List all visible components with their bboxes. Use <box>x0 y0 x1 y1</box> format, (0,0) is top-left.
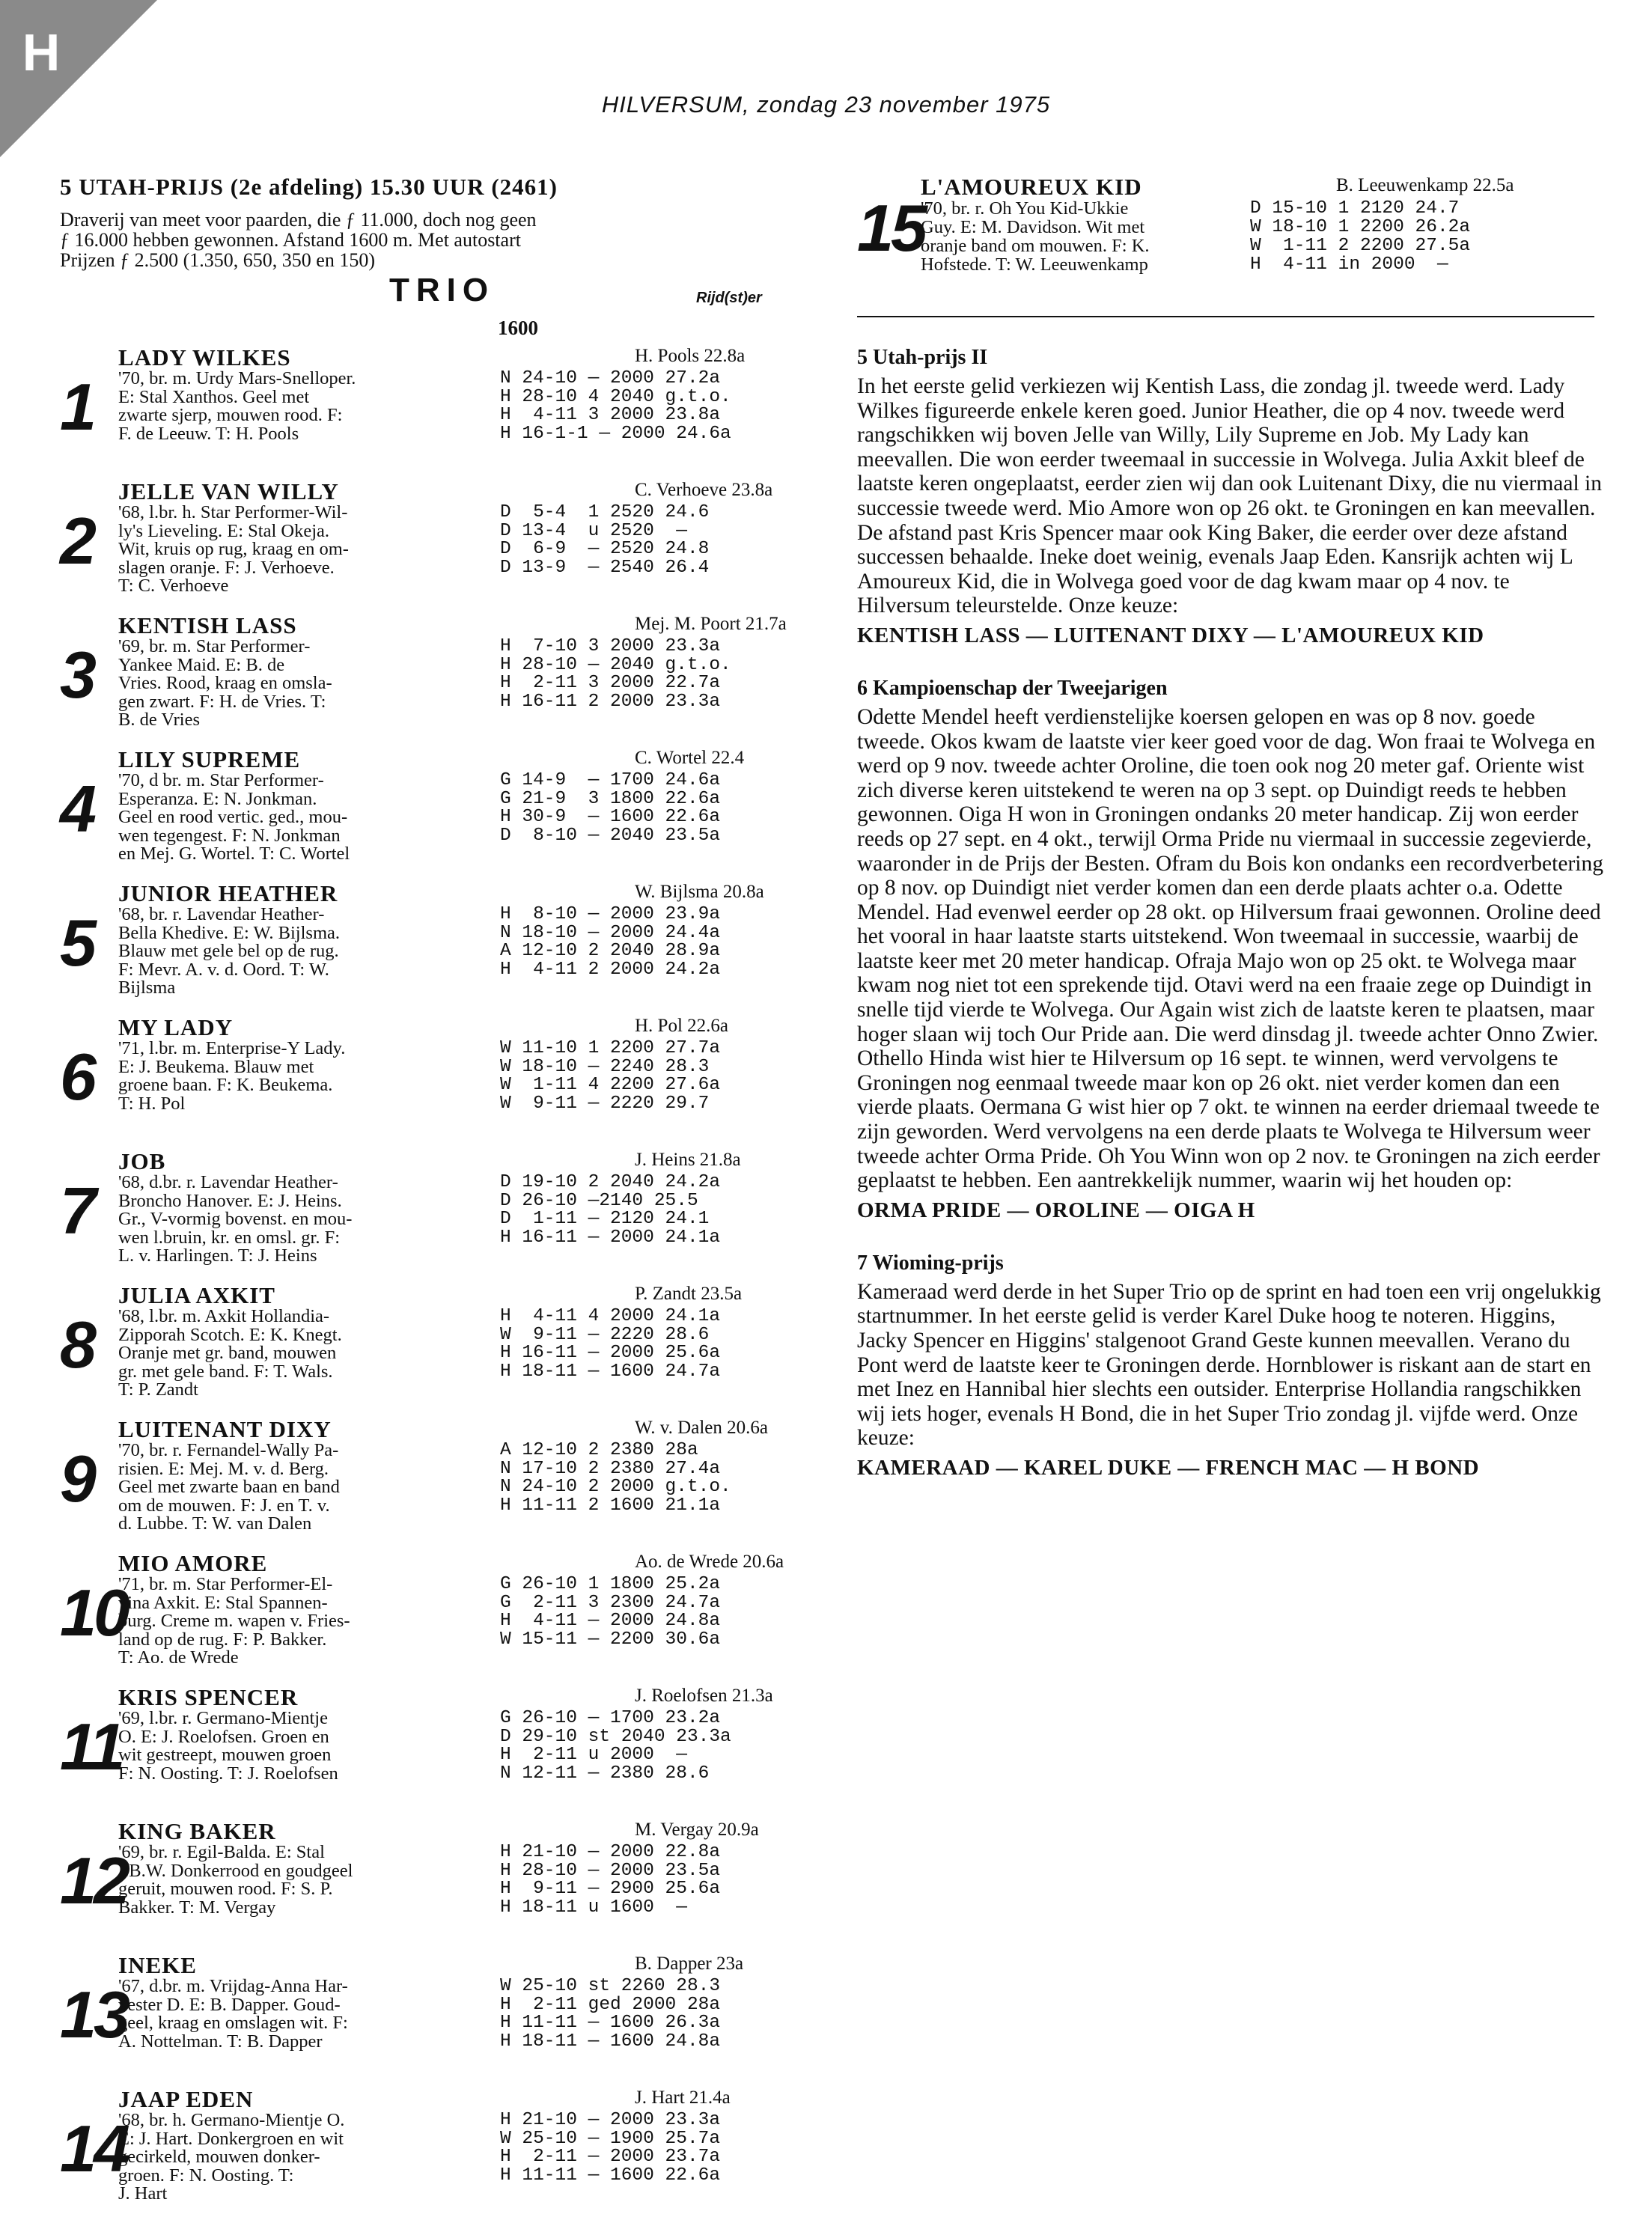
horse-header <box>118 1282 823 1308</box>
description-line: risien. E: Mej. M. v. d. Berg. <box>118 1458 329 1479</box>
horse-entry <box>60 478 823 612</box>
horse-number: 2 <box>60 504 94 578</box>
horse-header <box>118 1416 823 1442</box>
section-pick: KAMERAAD — KAREL DUKE — FRENCH MAC — H BOND <box>857 1455 1480 1480</box>
description-line: Hofstede. T: W. Leeuwenkamp <box>921 254 1148 275</box>
commentary-column <box>857 174 1606 1480</box>
description-line: geruit, mouwen rood. F: S. P. <box>118 1879 333 1899</box>
start-result: A 12-10 2 2040 28.9a <box>500 941 721 961</box>
horse-driver: P. Zandt 23.5a <box>635 1284 743 1304</box>
horse-name: MIO AMORE <box>118 1550 268 1576</box>
section-pick: KENTISH LASS — LUITENANT DIXY — L'AMOUREUX KID <box>857 623 1484 647</box>
description-line: vina Axkit. E: Stal Spannen- <box>118 1592 328 1613</box>
description-line: T: H. Pol <box>118 1093 186 1114</box>
start-result: H 28-10 — 2000 23.5a <box>500 1860 721 1881</box>
horse-header <box>118 1550 823 1576</box>
section-title: 6 Kampioenschap der Tweejarigen <box>857 676 1168 700</box>
start-result: H 11-11 2 1600 21.1a <box>500 1495 721 1516</box>
horse-recent-starts <box>500 1040 720 1113</box>
horse-header <box>118 746 823 772</box>
horse-name: JOB <box>118 1148 166 1174</box>
description-line: '68, l.br. m. Axkit Hollandia- <box>118 1306 330 1326</box>
start-result: W 9-11 — 2220 29.7 <box>500 1093 710 1114</box>
start-result: D 13-9 — 2540 26.4 <box>500 557 710 578</box>
start-result: H 11-11 — 1600 22.6a <box>500 2165 721 2186</box>
start-result: N 24-10 2 2000 g.t.o. <box>500 1477 731 1497</box>
horse-details <box>118 772 823 864</box>
start-result: W 9-11 — 2220 28.6 <box>500 1324 710 1345</box>
description-line: Bella Khedive. E: W. Bijlsma. <box>118 922 341 943</box>
race-card-column <box>60 174 823 2220</box>
description-line: Oranje met gr. band, mouwen <box>118 1343 337 1363</box>
description-line: gecirkeld, mouwen donker- <box>118 2147 320 2167</box>
start-result: H 21-10 — 2000 23.3a <box>500 2110 721 2130</box>
description-line: Wit, kruis op rug, kraag en om- <box>118 539 349 559</box>
horse-description <box>118 2111 500 2204</box>
description-line: '69, br. m. Star Performer- <box>118 636 311 656</box>
horse-entry <box>60 1818 823 1952</box>
start-result: H 2-11 u 2000 — <box>500 1745 687 1765</box>
section-title: 7 Wioming-prijs <box>857 1251 1004 1275</box>
horse-driver: W. v. Dalen 20.6a <box>635 1418 768 1438</box>
start-result: H 4-11 in 2000 — <box>1250 254 1448 275</box>
horse-driver: M. Vergay 20.9a <box>635 1820 759 1840</box>
description-line: '70, br. m. Urdy Mars-Snelloper. <box>118 368 356 388</box>
horse-description <box>118 370 500 443</box>
horse-entry <box>60 1684 823 1818</box>
description-line: '68, br. h. Germano-Mientje O. <box>118 2110 345 2130</box>
description-line: T: C. Verhoeve <box>118 576 229 596</box>
start-result: H 4-11 2 2000 24.2a <box>500 959 721 980</box>
description-line: groen. F: N. Oosting. T: <box>118 2165 294 2186</box>
horse-recent-starts <box>500 2111 720 2204</box>
section-pick: ORMA PRIDE — OROLINE — OIGA H <box>857 1198 1255 1222</box>
horse-details <box>118 370 823 443</box>
start-result: H 18-11 — 1600 24.8a <box>500 2031 721 2052</box>
horse-entry <box>60 880 823 1014</box>
horse-number: 8 <box>60 1308 94 1382</box>
start-result: D 29-10 st 2040 23.3a <box>500 1726 731 1747</box>
horse-driver: Mej. M. Poort 21.7a <box>635 614 787 634</box>
horse-details <box>118 638 823 730</box>
description-line: Geel met zwarte baan en band <box>118 1477 340 1497</box>
section-text: Odette Mendel heeft verdienstelijke koersen gelopen en was op 8 nov. goede tweede. Okos kwam de laatste vier keer goed voor de dag. Won fraai te Wolvega en werd op 9 nov. tweede achter Oroline, die toen ook nog 20 meter gaf. Oriente wist zich diverse keren uitstekend te weren na op 3 sept. op Duindigt reeds te hebben gewonnen. Oiga H won in Groningen ondanks 20 meter handicap. Zij won eerder reeds op 27 sept. en 4 okt., terwijl Orma Pride nu viermaal in successie zegevierde, waaronder in de Prijs der Besten. Ofram du Bois kon ondanks een recordverbetering op 8 nov. op Duindigt niet verder komen dan een derde plaats achter o.a. Odette Mendel. Had evenwel eerder op 28 okt. op Hilversum fraai gewonnen. Oroline deed het vooral in haar laatste starts uitstekend. Won tweemaal in successie, waarbij de laatste keer met 20 meter handicap. Ofraja Majo won op 25 okt. te Wolvega maar kwam nog niet tot een sprekende tijd. Otavi werd na een fraaie zege op Duindigt in snelle tijd vierde te Wolvega. Our Again wist zich de laatste keren te plaatsen, maar hoger slaan wij toch Our Pride aan. Die werd dinsdag jl. tweede achter Onno Zwier. Othello Hinda wist hier te Hilversum op 16 sept. te winnen, werd vervolgens te Groningen nog eenmaal tweede maar kon op 26 okt. niet verder komen dan een vierde plaats. Oermana G wist hier op 7 okt. te winnen na eerder driemaal tweede te zijn geworden. Werd vervolgens na een derde plaats te Wolvega te Hilversum weer tweede achter Orma Pride. Oh You Winn won op 2 nov. te Groningen na zich eerder geplaatst te hebben. Een aantrekkelijk nummer, waarin wij het houden op: <box>857 704 1603 1193</box>
start-result: H 16-11 — 2000 25.6a <box>500 1343 721 1363</box>
start-result: D 15-10 1 2120 24.7 <box>1250 198 1460 219</box>
horse-entry <box>60 1014 823 1148</box>
description-line: gr. met gele band. F: T. Wals. <box>118 1361 333 1382</box>
horse-driver: C. Wortel 22.4 <box>635 748 745 768</box>
horse-details <box>118 1576 823 1668</box>
start-result: W 25-10 st 2260 28.3 <box>500 1976 721 1996</box>
horse-number: 7 <box>60 1174 94 1248</box>
horse-header <box>118 1014 823 1040</box>
description-line: T: Ao. de Wrede <box>118 1647 239 1668</box>
description-line: Broncho Hanover. E: J. Heins. <box>118 1190 342 1211</box>
horse-name: LUITENANT DIXY <box>118 1416 332 1442</box>
description-line: E: Stal Xanthos. Geel met <box>118 386 310 407</box>
start-result: H 28-10 — 2040 g.t.o. <box>500 654 731 675</box>
section-title: 5 Utah-prijs II <box>857 346 988 369</box>
horse-recent-starts <box>500 370 731 443</box>
description-line: L. v. Harlingen. T: J. Heins <box>118 1245 317 1266</box>
description-line: Guy. E: M. Davidson. Wit met <box>921 217 1145 237</box>
description-line: Yankee Maid. E: B. de <box>118 654 285 675</box>
horse-header <box>118 1952 823 1977</box>
tip-section <box>857 1251 1606 1480</box>
horse-recent-starts <box>1250 199 1470 274</box>
description-line: I.B.W. Donkerrood en goudgeel <box>118 1860 353 1881</box>
description-line: O. E: J. Roelofsen. Groen en <box>118 1726 329 1747</box>
start-result: N 18-10 — 2000 24.4a <box>500 922 721 943</box>
horse-details <box>921 199 1470 274</box>
horse-name: KING BAKER <box>118 1818 276 1844</box>
horse-number: 13 <box>60 1977 127 2052</box>
horse-description <box>118 1442 500 1534</box>
horse-entry <box>60 1416 823 1550</box>
description-line: Esperanza. E: N. Jonkman. <box>118 788 317 809</box>
description-line: en Mej. G. Wortel. T: C. Wortel <box>118 844 350 864</box>
start-result: D 8-10 — 2040 23.5a <box>500 825 721 846</box>
horse-description <box>118 504 500 596</box>
horse-name: JUNIOR HEATHER <box>118 880 338 906</box>
description-line: Zipporah Scotch. E: K. Knegt. <box>118 1324 342 1345</box>
start-result: N 24-10 — 2000 27.2a <box>500 368 721 388</box>
description-line: geel, kraag en omslagen wit. F: <box>118 2013 348 2033</box>
horse-entry <box>60 746 823 880</box>
start-result: H 2-11 — 2000 23.7a <box>500 2147 721 2167</box>
start-result: W 1-11 2 2200 27.5a <box>1250 236 1471 256</box>
horse-name: L'AMOUREUX KID <box>921 174 1142 200</box>
horse-recent-starts <box>500 772 720 864</box>
horse-description <box>921 199 1250 274</box>
horse-name: INEKE <box>118 1952 197 1978</box>
start-result: G 2-11 3 2300 24.7a <box>500 1592 721 1613</box>
description-line: E: J. Beukema. Blauw met <box>118 1056 314 1077</box>
description-line: oranje band om mouwen. F: K. <box>921 236 1150 256</box>
start-result: D 1-11 — 2120 24.1 <box>500 1209 710 1229</box>
horse-header <box>118 880 823 906</box>
start-result: N 12-11 — 2380 28.6 <box>500 1763 710 1784</box>
horse-driver: H. Pol 22.6a <box>635 1016 728 1036</box>
description-line: Blauw met gele bel op de rug. <box>118 941 339 961</box>
horse-description <box>118 1308 500 1400</box>
horse-name: JAAP EDEN <box>118 2086 254 2112</box>
horse-number: 9 <box>60 1442 94 1516</box>
start-result: H 2-11 ged 2000 28a <box>500 1994 721 2015</box>
horse-details <box>118 1710 823 1783</box>
horse-header <box>118 1148 823 1174</box>
description-line: '70, br. r. Fernandel-Wally Pa- <box>118 1440 339 1460</box>
horse-name: JULIA AXKIT <box>118 1282 275 1308</box>
horse-name: MY LADY <box>118 1014 234 1040</box>
start-result: H 7-10 3 2000 23.3a <box>500 636 721 656</box>
start-result: W 18-10 1 2200 26.2a <box>1250 217 1471 237</box>
trio-row <box>60 270 823 317</box>
horse-driver: C. Verhoeve 23.8a <box>635 480 773 500</box>
horse-name: KRIS SPENCER <box>118 1684 299 1710</box>
description-line: '71, l.br. m. Enterprise-Y Lady. <box>118 1038 346 1058</box>
description-line: T: P. Zandt <box>118 1379 198 1400</box>
race-title: 5 UTAH-PRIJS (2e afdeling) 15.30 UUR (2461) <box>60 174 558 200</box>
start-result: N 17-10 2 2380 27.4a <box>500 1458 721 1479</box>
description-line: wit gestreept, mouwen groen <box>118 1745 332 1765</box>
horse-driver: J. Roelofsen 21.3a <box>635 1686 773 1706</box>
description-line: F. de Leeuw. T: H. Pools <box>118 423 299 444</box>
horse-entry <box>60 2086 823 2220</box>
horse-number: 14 <box>60 2111 127 2186</box>
horse-number: 10 <box>60 1576 127 1650</box>
horse-description <box>118 638 500 730</box>
horse-recent-starts <box>500 1442 731 1534</box>
description-line: '70, d br. m. Star Performer- <box>118 770 324 790</box>
description-line: '70, br. r. Oh You Kid-Ukkie <box>921 198 1129 219</box>
description-line: om de mouwen. F: J. en T. v. <box>118 1495 330 1516</box>
horse-driver: J. Heins 21.8a <box>635 1150 741 1170</box>
horse-description <box>118 1040 500 1113</box>
horse-driver: W. Bijlsma 20.8a <box>635 882 764 902</box>
start-result: W 15-11 — 2200 30.6a <box>500 1629 721 1650</box>
horse-entry <box>60 612 823 746</box>
start-result: G 21-9 3 1800 22.6a <box>500 788 721 809</box>
description-line: Bijlsma <box>118 978 176 998</box>
description-line: ly's Lieveling. E: Stal Okeja. <box>118 520 330 541</box>
description-line: '68, br. r. Lavendar Heather- <box>118 904 325 924</box>
horse-header <box>118 2086 823 2111</box>
horse-number: 6 <box>60 1040 94 1114</box>
horse-header <box>118 1818 823 1844</box>
horse-description <box>118 1977 500 2051</box>
start-result: D 19-10 2 2040 24.2a <box>500 1172 721 1192</box>
horse-recent-starts <box>500 1308 720 1400</box>
horse-recent-starts <box>500 1174 720 1266</box>
description-line: Gr., V-vormig bovenst. en mou- <box>118 1209 353 1229</box>
start-result: H 28-10 4 2040 g.t.o. <box>500 386 731 407</box>
horse-recent-starts <box>500 504 709 596</box>
start-result: H 16-11 — 2000 24.1a <box>500 1227 721 1248</box>
description-line: E: J. Hart. Donkergroen en wit <box>118 2128 344 2149</box>
description-line: Bakker. T: M. Vergay <box>118 1897 276 1918</box>
tip-section <box>857 346 1606 648</box>
description-line: Vries. Rood, kraag en omsla- <box>118 673 332 693</box>
horse-details <box>118 1040 823 1113</box>
race-conditions-2: ƒ 16.000 hebben gewonnen. Afstand 1600 m. Met autostart <box>60 229 521 251</box>
horse-recent-starts <box>500 1844 720 1917</box>
start-result: H 8-10 — 2000 23.9a <box>500 904 721 924</box>
horse-description <box>118 1174 500 1266</box>
horse-description <box>118 772 500 864</box>
horse-driver: B. Leeuwenkamp 22.5a <box>1336 175 1514 195</box>
horse-number: 5 <box>60 906 94 980</box>
description-line: vester D. E: B. Dapper. Goud- <box>118 1994 341 2015</box>
horse-number: 12 <box>60 1844 127 1918</box>
start-result: H 16-1-1 — 2000 24.6a <box>500 423 731 444</box>
start-result: H 30-9 — 1600 22.6a <box>500 807 721 827</box>
start-result: H 9-11 — 2900 25.6a <box>500 1879 721 1899</box>
horse-details <box>118 2111 823 2204</box>
horse-list <box>60 344 823 2220</box>
start-result: A 12-10 2 2380 28a <box>500 1440 698 1460</box>
description-line: gen zwart. F: H. de Vries. T: <box>118 691 326 712</box>
start-result: G 26-10 1 1800 25.2a <box>500 1574 721 1594</box>
race-distance: 1600 <box>498 317 538 339</box>
description-line: land op de rug. F: P. Bakker. <box>118 1629 327 1650</box>
start-result: W 18-10 — 2240 28.3 <box>500 1056 710 1077</box>
description-line: '68, d.br. r. Lavendar Heather- <box>118 1172 338 1192</box>
horse-name: LILY SUPREME <box>118 746 301 772</box>
start-result: H 4-11 4 2000 24.1a <box>500 1306 721 1326</box>
horse-entry <box>60 1952 823 2086</box>
horse-number: 3 <box>60 638 94 712</box>
tips-sections <box>857 346 1606 1480</box>
start-result: D 5-4 1 2520 24.6 <box>500 502 710 522</box>
description-line: slagen oranje. F: J. Verhoeve. <box>118 557 335 578</box>
description-line: B. de Vries <box>118 710 200 730</box>
horse-header <box>118 612 823 638</box>
tip-section <box>857 677 1606 1223</box>
start-result: H 18-11 u 1600 — <box>500 1897 687 1918</box>
horse-name: JELLE VAN WILLY <box>118 478 339 504</box>
horse-details <box>118 1442 823 1534</box>
horse-recent-starts <box>500 1576 720 1668</box>
description-line: d. Lubbe. T: W. van Dalen <box>118 1513 312 1534</box>
start-result: H 21-10 — 2000 22.8a <box>500 1842 721 1862</box>
start-result: G 26-10 — 1700 23.2a <box>500 1708 721 1728</box>
start-result: D 6-9 — 2520 24.8 <box>500 539 710 559</box>
start-result: H 18-11 — 1600 24.7a <box>500 1361 721 1382</box>
description-line: wen l.bruin, kr. en omsl. gr. F: <box>118 1227 341 1248</box>
race-conditions-1: Draverij van meet voor paarden, die ƒ 11.000, doch nog geen <box>60 209 537 231</box>
start-result: D 26-10 —2140 25.5 <box>500 1190 698 1211</box>
page-header: HILVERSUM, zondag 23 november 1975 <box>601 91 1051 118</box>
description-line: F: N. Oosting. T: J. Roelofsen <box>118 1763 338 1784</box>
corner-letter: H <box>22 23 61 82</box>
start-result: H 16-11 2 2000 23.3a <box>500 691 721 712</box>
race-prizes: Prijzen ƒ 2.500 (1.350, 650, 350 en 150) <box>60 249 376 271</box>
horse-driver: J. Hart 21.4a <box>635 2088 731 2108</box>
section-text: In het eerste gelid verkiezen wij Kentish Lass, die zondag jl. tweede werd. Lady Wilkes figureerde enkele keren goed. Junior Heather, die op 4 nov. tweede werd rangschikken wij boven Jelle van Willy, Lily Supreme en Job. My Lady kan meevallen. Die won eerder tweemaal in successie in Wolvega. Julia Axkit bleef de laatste keren ongeplaatst, eerder zien wij dan ook Luitenant Dixy, die nu viermaal in successie tweede werd. Mio Amore won op 26 okt. te Groningen en kan meevallen. De afstand past Kris Spencer maar ook King Baker, die eerder over deze afstand successen behaalde. Ineke doet weinig, evenals Jaap Eden. Kansrijk achten wij L Amoureux Kid, die in Wolvega goed voor de dag kwam maar op 4 nov. te Hilversum teleurstelde. Onze keuze: <box>857 374 1602 618</box>
horse-number: 1 <box>60 370 94 444</box>
horse-description <box>118 1710 500 1783</box>
divider-rule <box>857 316 1594 317</box>
horse-driver: Ao. de Wrede 20.6a <box>635 1552 784 1572</box>
horse-driver: H. Pools 22.8a <box>635 346 746 366</box>
description-line: '69, br. r. Egil-Balda. E: Stal <box>118 1842 325 1862</box>
horse-details <box>118 906 823 998</box>
start-result: W 11-10 1 2200 27.7a <box>500 1038 721 1058</box>
horse-details <box>118 504 823 596</box>
horse-recent-starts <box>500 1977 720 2051</box>
description-line: '68, l.br. h. Star Performer-Wil- <box>118 502 348 522</box>
horse-details <box>118 1308 823 1400</box>
start-result: H 4-11 — 2000 24.8a <box>500 1611 721 1631</box>
description-line: Geel en rood vertic. ged., mou- <box>118 807 348 827</box>
start-result: G 14-9 — 1700 24.6a <box>500 770 721 790</box>
start-result: W 1-11 4 2200 27.6a <box>500 1075 721 1095</box>
horse-entry-15 <box>857 174 1606 301</box>
horse-entry <box>60 1148 823 1282</box>
horse-entry <box>60 1282 823 1416</box>
horse-number: 11 <box>60 1710 123 1784</box>
rijder-label: Rijd(st)er <box>696 290 762 306</box>
horse-description <box>118 1844 500 1917</box>
description-line: '69, l.br. r. Germano-Mientje <box>118 1708 328 1728</box>
horse-driver: B. Dapper 23a <box>635 1954 744 1974</box>
horse-recent-starts <box>500 906 720 998</box>
description-line: wen tegengest. F: N. Jonkman <box>118 825 341 846</box>
horse-details <box>118 1977 823 2051</box>
section-text: Kameraad werd derde in het Super Trio op de sprint en had toen een vrij ongelukkig startnummer. In het eerste gelid is verder Karel Duke hoog te noteren. Higgins, Jacky Spencer en Higgins' stalgenoot Grand Geste kunnen meevallen. Verano du Pont werd de laatste keer te Groningen derde. Hornblower is riskant aan de start en met Inez en Hannibal hier slechts een outsider. Enterprise Hollandia rangschikken wij iets hoger, evenals H Bond, die in het Super Trio zondag jl. vijfde werd. Onze keuze: <box>857 1279 1601 1451</box>
horse-description <box>118 1576 500 1668</box>
description-line: J. Hart <box>118 2183 168 2204</box>
horse-header <box>118 1684 823 1710</box>
horse-header <box>118 478 823 504</box>
horse-name: LADY WILKES <box>118 344 291 370</box>
start-result: D 13-4 u 2520 — <box>500 520 687 541</box>
horse-number: 4 <box>60 772 94 846</box>
start-result: H 11-11 — 1600 26.3a <box>500 2013 721 2033</box>
horse-number: 15 <box>857 191 924 265</box>
description-line: burg. Creme m. wapen v. Fries- <box>118 1611 350 1631</box>
description-line: A. Nottelman. T: B. Dapper <box>118 2031 323 2052</box>
description-line: '71, br. m. Star Performer-El- <box>118 1574 333 1594</box>
horse-header <box>118 344 823 370</box>
horse-recent-starts <box>500 638 731 730</box>
horse-details <box>118 1174 823 1266</box>
description-line: zwarte sjerp, mouwen rood. F: <box>118 405 343 425</box>
horse-entry <box>60 344 823 478</box>
description-line: '67, d.br. m. Vrijdag-Anna Har- <box>118 1976 348 1996</box>
description-line: groene baan. F: K. Beukema. <box>118 1075 333 1095</box>
horse-details <box>118 1844 823 1917</box>
horse-description <box>118 906 500 998</box>
horse-name: KENTISH LASS <box>118 612 297 638</box>
horse-entry <box>60 1550 823 1684</box>
trio-label: TRIO <box>389 272 496 308</box>
horse-recent-starts <box>500 1710 731 1783</box>
start-result: W 25-10 — 1900 25.7a <box>500 2128 721 2149</box>
start-result: H 4-11 3 2000 23.8a <box>500 405 721 425</box>
start-result: H 2-11 3 2000 22.7a <box>500 673 721 693</box>
description-line: F: Mevr. A. v. d. Oord. T: W. <box>118 959 329 980</box>
